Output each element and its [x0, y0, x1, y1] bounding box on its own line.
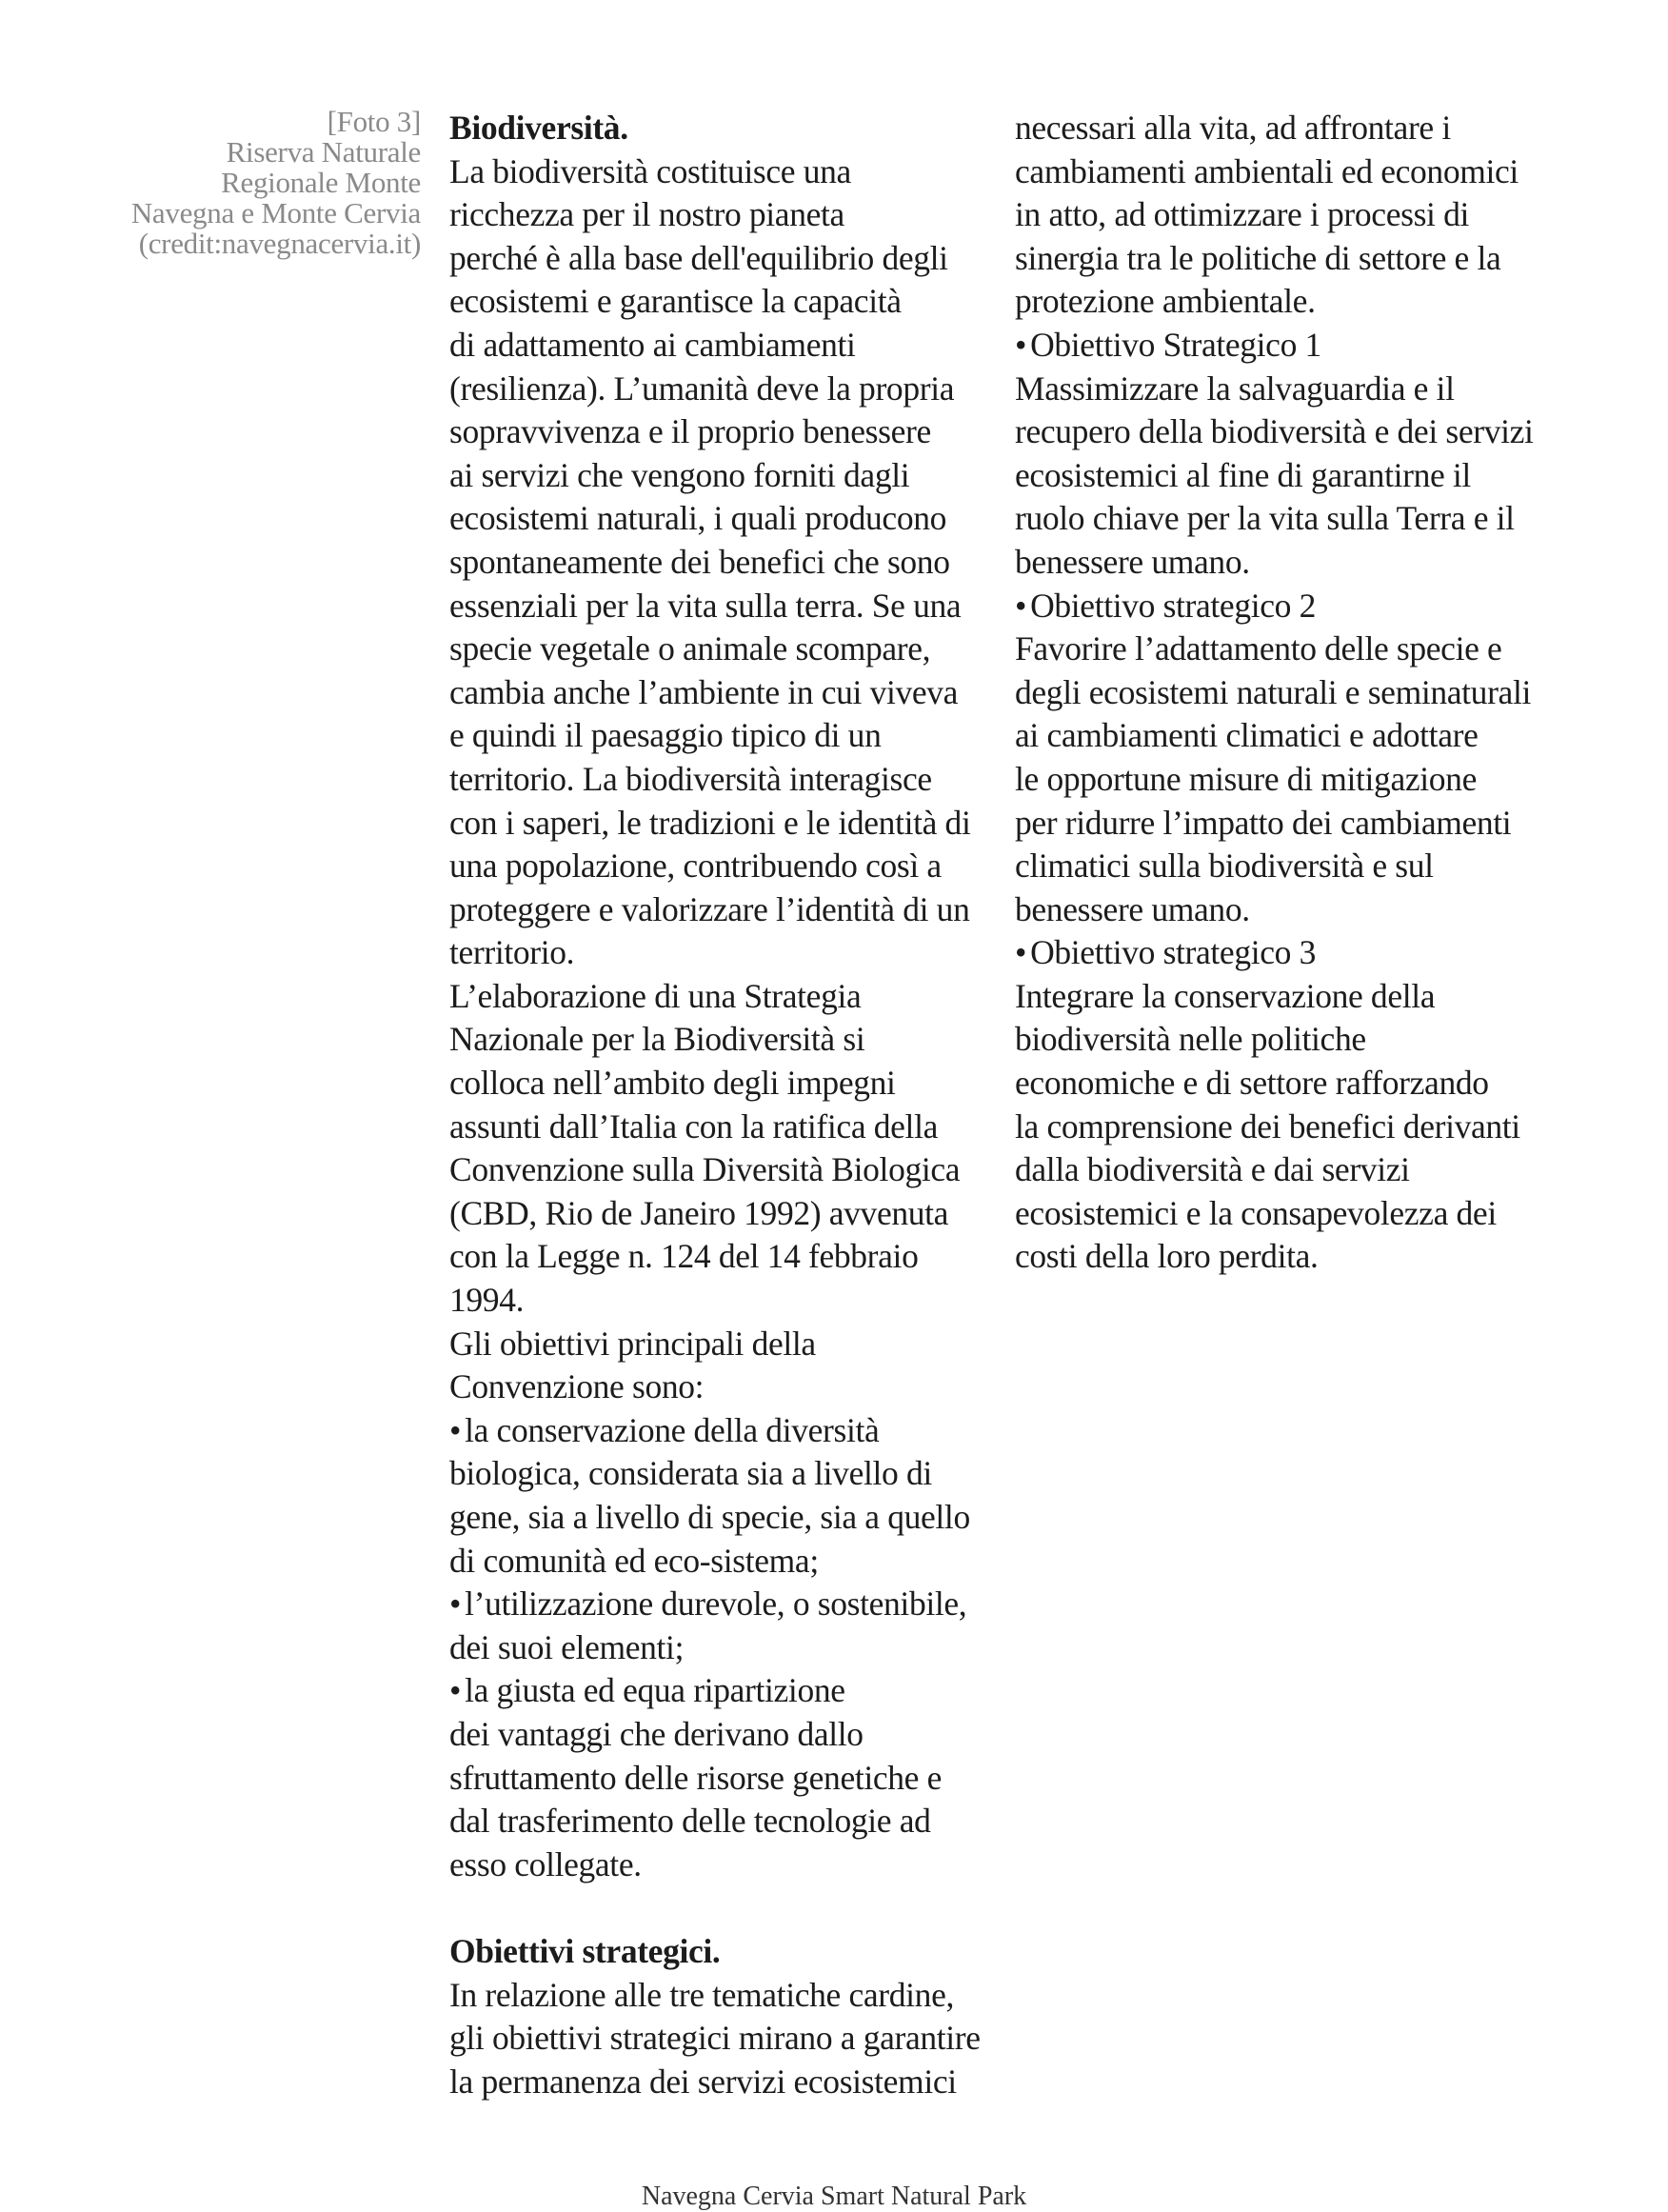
text-line: per ridurre l’impatto dei cambiamenti — [1015, 803, 1512, 842]
text-line: biologica, considerata sia a livello di — [449, 1454, 932, 1493]
bullet-text: la giusta ed equa ripartizione — [465, 1671, 845, 1710]
text-line: protezione ambientale. — [1015, 282, 1316, 321]
objective-3 — [1015, 931, 1624, 1279]
text-line: di comunità ed eco-sistema; — [449, 1541, 819, 1580]
objective-title-text: Obiettivo strategico 2 — [1030, 586, 1316, 625]
bullet-icon: • — [449, 1671, 462, 1710]
text-line: ai cambiamenti climatici e adottare — [1015, 716, 1479, 755]
text-line: di adattamento ai cambiamenti — [449, 325, 856, 364]
bullet-icon: • — [449, 1410, 462, 1449]
text-line: sinergia tra le politiche di settore e la — [1015, 238, 1501, 277]
text-line: colloca nell’ambito degli impegni — [449, 1064, 896, 1103]
list-item — [449, 1669, 1011, 1713]
column-right — [1015, 107, 1624, 1279]
text-line: benessere umano. — [1015, 889, 1250, 928]
text-line: cambiamenti ambientali ed economici — [1015, 151, 1519, 190]
text-line: proteggere e valorizzare l’identità di un — [449, 889, 970, 928]
bullet-icon: • — [1015, 586, 1027, 625]
bullet-icon: • — [1015, 933, 1027, 972]
text-line: Nazionale per la Biodiversità si — [449, 1020, 865, 1059]
text-line: (resilienza). L’umanità deve la propria — [449, 369, 955, 408]
text-line: e quindi il paesaggio tipico di un — [449, 716, 882, 755]
text-line: economiche e di settore rafforzando — [1015, 1064, 1489, 1103]
text-line: dei vantaggi che derivano dallo — [449, 1714, 864, 1753]
caption-line: Riserva Naturale — [226, 135, 421, 169]
list-item — [449, 1583, 1011, 1626]
text-line: la comprensione dei benefici derivanti — [1015, 1106, 1520, 1146]
text-line: con la Legge n. 124 del 14 febbraio — [449, 1237, 919, 1276]
text-line: ricchezza per il nostro pianeta — [449, 195, 844, 234]
text-line: recupero della biodiversità e dei servizi — [1015, 412, 1534, 451]
text-line: esso collegate. — [449, 1844, 642, 1883]
bullet-text: l’utilizzazione durevole, o sostenibile, — [465, 1584, 967, 1624]
text-line: degli ecosistemi naturali e seminaturali — [1015, 672, 1531, 711]
text-line: una popolazione, contribuendo così a — [449, 847, 942, 886]
text-line: L’elaborazione di una Strategia — [449, 976, 862, 1015]
heading-biodiversita: Biodiversità. — [449, 109, 628, 147]
text-line: climatici sulla biodiversità e sul — [1015, 847, 1434, 886]
text-line: 1994. — [449, 1281, 525, 1320]
caption-line: Regionale Monte — [221, 166, 421, 199]
objective-title-text: Obiettivo strategico 3 — [1030, 933, 1316, 972]
text-line: (CBD, Rio de Janeiro 1992) avvenuta — [449, 1193, 949, 1232]
objective-title-text: Obiettivo Strategico 1 — [1030, 325, 1321, 364]
text-line: assunti dall’Italia con la ratifica della — [449, 1106, 938, 1146]
column-middle — [449, 107, 1011, 2103]
text-line: gli obiettivi strategici mirano a garantire — [449, 2019, 981, 2058]
objective-title — [1015, 585, 1624, 628]
text-line: ecosistemi naturali, i quali producono — [449, 499, 947, 538]
list-item — [449, 1409, 1011, 1453]
text-line: spontaneamente dei benefici che sono — [449, 542, 950, 581]
text-line: la permanenza dei servizi ecosistemici — [449, 2062, 957, 2101]
page-footer: Navegna Cervia Smart Natural Park — [641, 2182, 1027, 2211]
bullet-list-convenzione — [449, 1409, 1011, 1887]
paragraph-biodiversita — [449, 150, 1011, 1409]
text-line: biodiversità nelle politiche — [1015, 1020, 1366, 1059]
text-line: dei suoi elementi; — [449, 1627, 685, 1666]
text-line: con i saperi, le tradizioni e le identità di — [449, 803, 971, 842]
text-line: in atto, ad ottimizzare i processi di — [1015, 195, 1469, 234]
text-line: In relazione alle tre tematiche cardine, — [449, 1975, 955, 2014]
text-line: specie vegetale o animale scompare, — [449, 629, 931, 668]
text-line: sopravvivenza e il proprio benessere — [449, 412, 931, 451]
paragraph-continuation — [1015, 107, 1624, 324]
text-line: ecosistemici e la consapevolezza dei — [1015, 1193, 1497, 1232]
paragraph-obiettivi — [449, 1974, 1011, 2104]
text-line: Convenzione sono: — [449, 1367, 705, 1406]
text-line: dal trasferimento delle tecnologie ad — [449, 1802, 931, 1841]
text-line: Convenzione sulla Diversità Biologica — [449, 1150, 961, 1189]
text-line: ecosistemi e garantisce la capacità — [449, 282, 902, 321]
text-line: costi della loro perdita. — [1015, 1237, 1319, 1276]
objective-title — [1015, 324, 1624, 368]
text-line: sfruttamento delle risorse genetiche e — [449, 1758, 943, 1797]
objective-2 — [1015, 585, 1624, 932]
objective-1 — [1015, 324, 1624, 585]
bullet-text: la conservazione della diversità — [465, 1410, 880, 1449]
text-line: Integrare la conservazione della — [1015, 976, 1436, 1015]
heading-obiettivi-strategici: Obiettivi strategici. — [449, 1931, 721, 1970]
text-line: gene, sia a livello di specie, sia a quello — [449, 1498, 970, 1536]
text-line: La biodiversità costituisce una — [449, 151, 851, 190]
text-line: perché è alla base dell'equilibrio degli — [449, 238, 948, 277]
text-line: essenziali per la vita sulla terra. Se una — [449, 586, 962, 625]
text-line: cambia anche l’ambiente in cui viveva — [449, 672, 959, 711]
text-line: Massimizzare la salvaguardia e il — [1015, 369, 1455, 408]
caption-line: [Foto 3] — [327, 105, 421, 138]
text-line: ai servizi che vengono forniti dagli — [449, 455, 910, 494]
bullet-icon: • — [1015, 325, 1027, 364]
text-line: territorio. La biodiversità interagisce — [449, 759, 932, 798]
text-line: necessari alla vita, ad affrontare i — [1015, 109, 1451, 147]
caption-line: Navegna e Monte Cervia — [130, 196, 421, 229]
text-line: territorio. — [449, 933, 575, 972]
caption-line: (credit:navegnacervia.it) — [138, 227, 421, 260]
text-line: Favorire l’adattamento delle specie e — [1015, 629, 1502, 668]
photo-caption — [57, 107, 421, 259]
bullet-icon: • — [449, 1584, 462, 1624]
text-line: Gli obiettivi principali della — [449, 1324, 816, 1363]
text-line: dalla biodiversità e dai servizi — [1015, 1150, 1410, 1189]
text-line: benessere umano. — [1015, 542, 1250, 581]
paragraph-spacer — [449, 1886, 1011, 1930]
text-line: le opportune misure di mitigazione — [1015, 759, 1477, 798]
text-line: ruolo chiave per la vita sulla Terra e il — [1015, 499, 1515, 538]
text-line: ecosistemici al fine di garantirne il — [1015, 455, 1471, 494]
objective-title — [1015, 931, 1624, 975]
